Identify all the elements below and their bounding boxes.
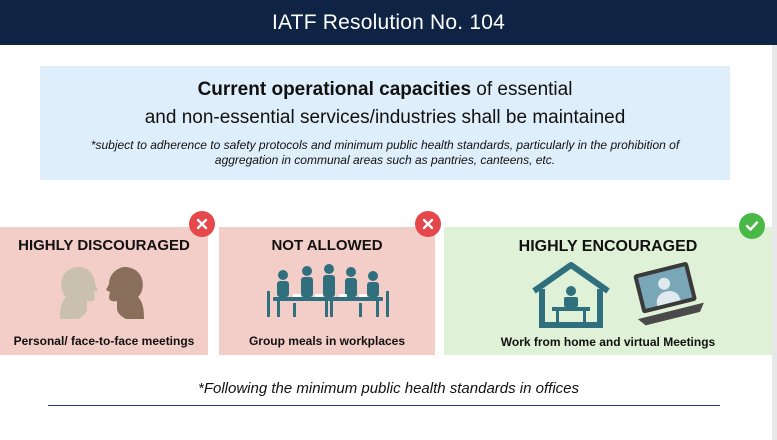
card-caption: Personal/ face-to-face meetings [13,334,195,348]
x-icon [189,211,215,237]
footer-note: *Following the minimum public health standards in offices [197,380,580,397]
home-office-icon [530,261,612,329]
face-to-face-icon [54,263,150,323]
x-icon [415,211,441,237]
card-caption: Work from home and virtual Meetings [500,335,716,349]
group-meal-icon [263,263,393,319]
card-not-allowed [219,227,435,355]
notice-line-2: and non-essential services/industries shall be maintained [144,107,626,128]
notice-footnote: *subject to adherence to safety protocols and minimum public health standards, particularly in the prohibition of aggregation in communal areas such as pantries, canteens, etc. [90,138,680,167]
card-caption: Group meals in workplaces [248,334,406,348]
card-title: NOT ALLOWED [271,237,383,254]
card-title: HIGHLY ENCOURAGED [518,238,698,255]
card-highly-encouraged [444,227,772,355]
footer-divider [48,405,720,406]
page-title: IATF Resolution No. 104 [272,10,505,34]
window-edge [772,45,777,440]
header-bar [0,0,777,45]
notice-line-1-rest: of essential [471,79,573,100]
check-icon [739,213,765,239]
card-title: HIGHLY DISCOURAGED [18,237,190,254]
card-highly-discouraged [0,227,208,355]
notice-line-1-bold: Current operational capacities [197,79,472,100]
notice-panel [40,66,730,180]
notice-line-1 [40,76,730,104]
laptop-video-call-icon [630,261,706,329]
